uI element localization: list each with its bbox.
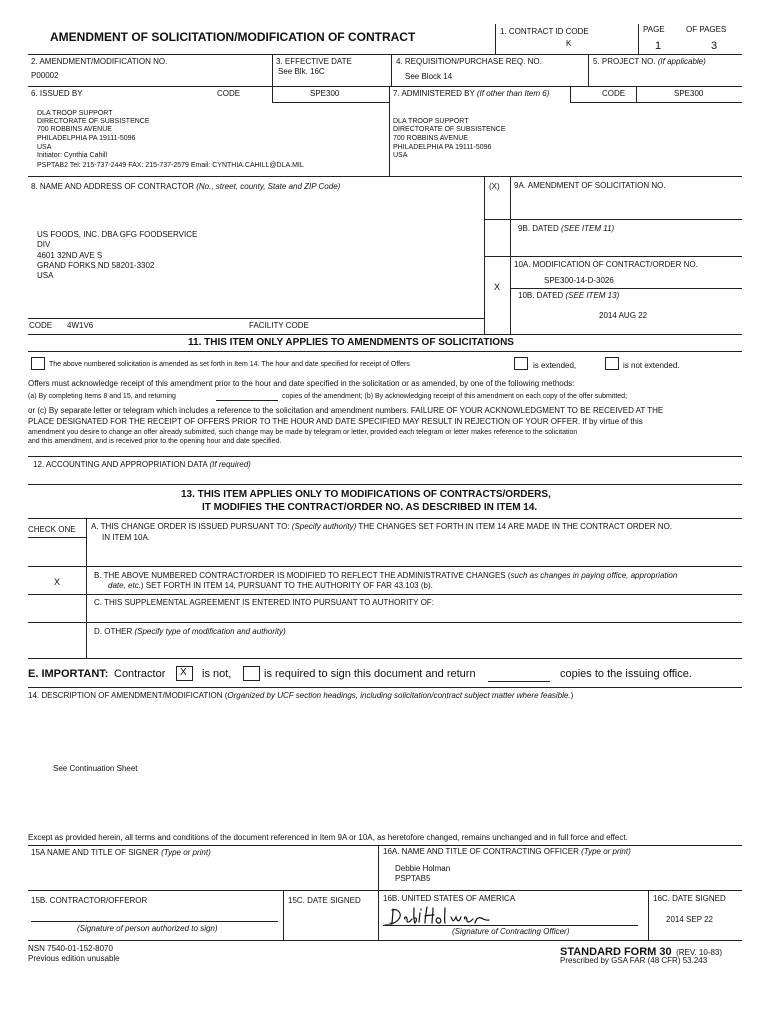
officer-title: PSPTAB5	[395, 874, 431, 883]
check-one-label: CHECK ONE	[28, 525, 76, 534]
project-label-note: (If applicable)	[657, 57, 706, 66]
x-mark-9a-header: (X)	[489, 182, 500, 191]
modification-contract-value: SPE300-14-D-3026	[544, 276, 614, 285]
not-extended-checkbox[interactable]	[605, 357, 619, 370]
contractor-code: 4W1V6	[67, 321, 94, 330]
issued-by-line: DIRECTORATE OF SUBSISTENCE	[37, 118, 150, 125]
dated-9b-label: 9B. DATED	[518, 224, 559, 233]
item12-label-note: (If required)	[209, 460, 251, 469]
project-label-wrap	[593, 57, 706, 66]
standard-form-rev: (REV. 10-83)	[676, 948, 723, 957]
contract-id-code-label: 1. CONTRACT ID CODE	[500, 27, 589, 36]
important-label: E. IMPORTANT:	[28, 668, 109, 680]
issued-by-label: 6. ISSUED BY	[31, 89, 83, 98]
requisition-value: See Block 14	[405, 72, 453, 81]
item12-label-wrap	[33, 460, 251, 469]
s15a-label: 15A NAME AND TITLE OF SIGNER	[31, 848, 159, 857]
contractor-line: USA	[37, 271, 54, 280]
total-pages: 3	[711, 40, 718, 52]
copies-label: copies to the issuing office.	[560, 668, 692, 680]
item14-body: See Continuation Sheet	[53, 764, 138, 773]
facility-code-label: FACILITY CODE	[249, 321, 309, 330]
s16a-note: (Type or print)	[581, 847, 631, 856]
issued-by-line: 700 ROBBINS AVENUE	[37, 126, 112, 133]
item11-line2: Offers must acknowledge receipt of this amendment prior to the hour and date specified in the solicitation or as amended, by one of the following methods:	[28, 379, 575, 388]
item14-label-wrap	[28, 691, 573, 700]
effective-date-label: 3. EFFECTIVE DATE	[276, 57, 352, 66]
administered-by-line: USA	[393, 152, 408, 159]
item13-d-prefix: D. OTHER	[94, 627, 133, 636]
item13-b-line1: B. THE ABOVE NUMBERED CONTRACT/ORDER IS MODIFIED TO REFLECT THE ADMINISTRATIVE CHANGES (	[94, 571, 511, 580]
amendment-solicitation-label: 9A. AMENDMENT OF SOLICITATION NO.	[514, 181, 666, 190]
item13-d-wrap	[94, 627, 286, 636]
is-not-label: is not,	[202, 668, 232, 680]
signature-officer-caption: (Signature of Contracting Officer)	[452, 927, 570, 936]
item11-line3b: copies of the amendment; (b) By acknowledging receipt of this amendment on each copy of the offer submitted;	[282, 393, 628, 400]
item13-a-wrap	[91, 522, 672, 531]
contractor-label-wrap	[31, 182, 340, 191]
extended-checkbox[interactable]	[514, 357, 528, 370]
s15b-label: 15B. CONTRACTOR/OFFEROR	[31, 896, 148, 905]
s16b-label: 16B. UNITED STATES OF AMERICA	[383, 894, 516, 903]
x-mark-10a: X	[494, 282, 501, 292]
requisition-label: 4. REQUISITION/PURCHASE REQ. NO.	[396, 57, 542, 66]
item11-checkbox[interactable]	[31, 357, 45, 370]
dated-10b-label: 10B. DATED	[518, 291, 564, 300]
is-extended-label: is extended,	[533, 361, 577, 370]
s15a-note: (Type or print)	[161, 848, 211, 857]
is-required-checkbox[interactable]	[243, 666, 260, 681]
dated-10b-wrap	[518, 291, 619, 300]
amendment-no: P00002	[31, 71, 59, 80]
item13-a-rest: THE CHANGES SET FORTH IN ITEM 14 ARE MADE IN THE CONTRACT ORDER NO.	[358, 522, 673, 531]
contractor-line: 4601 32ND AVE S	[37, 251, 103, 260]
issued-by-line: DLA TROOP SUPPORT	[37, 110, 113, 117]
signature-person-caption: (Signature of person authorized to sign)	[77, 924, 218, 933]
standard-form-label: STANDARD FORM 30	[560, 946, 672, 958]
important-contractor: Contractor	[114, 668, 166, 680]
contract-id-code: K	[566, 39, 572, 48]
effective-date: See Blk. 16C	[278, 67, 325, 76]
issued-by-line: PSPTAB2 Tel: 215-737-2449 FAX: 215-737-2579 Email: CYNTHIA.CAHILL@DLA.MIL	[37, 162, 304, 169]
item14-label: 14. DESCRIPTION OF AMENDMENT/MODIFICATION (	[28, 691, 228, 700]
administered-by-line: PHILADELPHIA PA 19111-5096	[393, 144, 492, 151]
item13-a-note: (Specify authority)	[291, 522, 357, 531]
item12-label: 12. ACCOUNTING AND APPROPRIATION DATA	[33, 460, 208, 469]
s16a-label: 16A. NAME AND TITLE OF CONTRACTING OFFICER	[383, 847, 579, 856]
item14-label-note: Organized by UCF section headings, including solicitation/contract subject matter where feasible.	[227, 691, 571, 700]
previous-edition: Previous edition unusable	[28, 954, 120, 963]
item13-heading1: 13. THIS ITEM APPLIES ONLY TO MODIFICATIONS OF CONTRACTS/ORDERS,	[181, 489, 551, 500]
terms-text: Except as provided herein, all terms and conditions of the document referenced in Item 9A or 10A, as heretofore changed, remains unchanged and in full force and effect.	[28, 833, 628, 842]
contracting-officer-signature	[383, 905, 493, 927]
issued-by-code: SPE300	[310, 89, 340, 98]
item13-b-line2-wrap	[108, 581, 433, 590]
dated-10b-value: 2014 AUG 22	[599, 311, 648, 320]
form-title: AMENDMENT OF SOLICITATION/MODIFICATION OF CONTRACT	[50, 30, 416, 44]
administered-by-line: DIRECTORATE OF SUBSISTENCE	[393, 126, 506, 133]
issued-by-line: Initiator: Cynthia Cahill	[37, 152, 108, 159]
is-not-mark: X	[180, 667, 187, 678]
item13-c-line: C. THIS SUPPLEMENTAL AGREEMENT IS ENTERED INTO PURSUANT TO AUTHORITY OF:	[94, 598, 434, 607]
item13-a-line2: IN ITEM 10A.	[102, 533, 151, 542]
contractor-line: GRAND FORKS ND 58201-3302	[37, 261, 155, 270]
item11-heading: 11. THIS ITEM ONLY APPLIES TO AMENDMENTS OF SOLICITATIONS	[188, 337, 514, 348]
item11-line6: amendment you desire to change an offer already submitted, such change may be made by telegram or letter, provided each telegram or letter makes reference to the solicitation	[28, 429, 578, 436]
item11-line4: or (c) By separate letter or telegram which includes a reference to the solicitation and amendment numbers. FAILURE OF YOUR ACKNOWLEDGMENT TO BE RECEIVED AT THE	[28, 406, 664, 415]
project-label: 5. PROJECT NO.	[593, 57, 656, 66]
is-not-extended-label: is not extended.	[623, 361, 680, 370]
contractor-line: US FOODS, INC. DBA GFG FOODSERVICE	[37, 230, 198, 239]
issued-by-line: PHILADELPHIA PA 19111-5096	[37, 135, 136, 142]
administered-by-label-wrap	[393, 89, 549, 98]
s15c-label: 15C. DATE SIGNED	[288, 896, 361, 905]
s16c-label: 16C. DATE SIGNED	[653, 894, 726, 903]
issued-by-code-label: CODE	[217, 89, 241, 98]
administered-by-code: SPE300	[674, 89, 704, 98]
item13-a-prefix: A. THIS CHANGE ORDER IS ISSUED PURSUANT TO:	[91, 522, 290, 531]
administered-by-line: 700 ROBBINS AVENUE	[393, 135, 468, 142]
amendment-no-label: 2. AMENDMENT/MODIFICATION NO.	[31, 57, 168, 66]
item13-heading2: IT MODIFIES THE CONTRACT/ORDER NO. AS DESCRIBED IN ITEM 14.	[202, 502, 538, 513]
modification-contract-label: 10A. MODIFICATION OF CONTRACT/ORDER NO.	[514, 260, 698, 269]
item11-line1: The above numbered solicitation is amended as set forth in Item 14. The hour and date specified for receipt of Offers	[49, 361, 410, 368]
prescribed-by: Prescribed by GSA FAR (48 CFR) 53.243	[560, 956, 708, 965]
item13-b-line1-wrap	[94, 571, 677, 580]
item11-line3a: (a) By completing Items 8 and 15, and returning	[28, 393, 176, 400]
dated-10b-note: (SEE ITEM 13)	[565, 291, 620, 300]
nsn: NSN 7540-01-152-8070	[28, 944, 113, 953]
page-number: 1	[655, 40, 662, 52]
item13-b-line2: ) SET FORTH IN ITEM 14, PURSUANT TO THE AUTHORITY OF FAR 43.103 (b).	[140, 581, 433, 590]
is-required-label: is required to sign this document and return	[264, 668, 476, 680]
contractor-label: 8. NAME AND ADDRESS OF CONTRACTOR	[31, 182, 194, 191]
item13-b-line2-note: date, etc.	[108, 581, 141, 590]
administered-by-code-label: CODE	[602, 89, 626, 98]
of-pages-label: OF PAGES	[686, 25, 727, 34]
item11-line5: PLACE DESIGNATED FOR THE RECEIPT OF OFFERS PRIOR TO THE HOUR AND DATE SPECIFIED MAY RESULT IN REJECTION OF YOUR OFFER. If by virtue of this	[28, 417, 643, 426]
item13-d-note: (Specify type of modification and authority)	[134, 627, 286, 636]
contractor-code-label: CODE	[29, 321, 53, 330]
officer-name: Debbie Holman	[395, 864, 451, 873]
administered-by-line: DLA TROOP SUPPORT	[393, 118, 469, 125]
contractor-line: DIV	[37, 240, 51, 249]
contractor-label-note: (No., street, county, State and ZIP Code)	[196, 182, 341, 191]
item13-b-line1-note: such as changes in paying office, appropriation	[510, 571, 678, 580]
dated-9b-note: (SEE ITEM 11)	[560, 224, 615, 233]
page-label: PAGE	[643, 25, 665, 34]
item11-line7: and this amendment, and is received prior to the opening hour and date specified.	[28, 438, 282, 445]
s16a-wrap	[383, 847, 631, 856]
item13-b-mark: X	[54, 577, 61, 587]
administered-by-label-note: (If other than Item 6)	[476, 89, 550, 98]
dated-9b-wrap	[518, 224, 614, 233]
s16c-value: 2014 SEP 22	[666, 915, 714, 924]
issued-by-line: USA	[37, 144, 52, 151]
item14-label-end: )	[570, 691, 574, 700]
s15a-wrap	[31, 848, 211, 857]
administered-by-label: 7. ADMINISTERED BY	[393, 89, 475, 98]
